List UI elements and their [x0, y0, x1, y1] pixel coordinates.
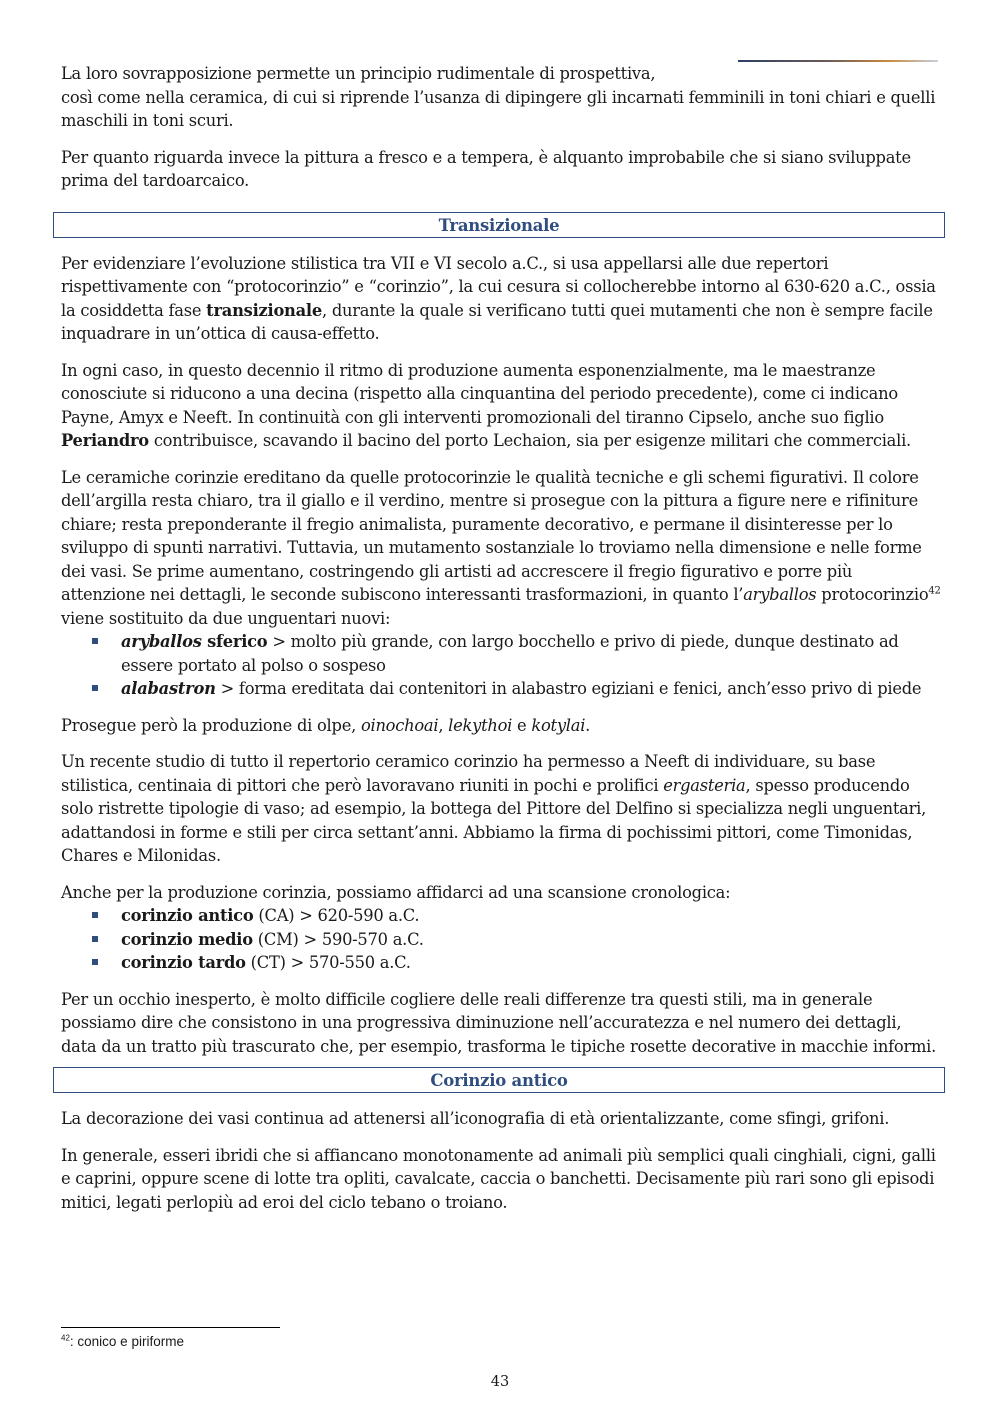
transizionale-paragraph-5: Un recente studio di tutto il repertorio ceramico corinzio ha permesso a Neeft di individuare, su base stilistica, centinaia di pittori che però lavoravano riuniti in pochi e prolifici ergasteria, spesso producendo solo ristrette tipologie di vaso; ad esempio, la bottega del Pittore del Delfino si specializza negli unguentari, adattandosi in forme e stili per circa settant’anni. Abbiamo la firma di pochissimi pittori, come Timonidas, Chares e Milonidas. [61, 752, 927, 865]
list-item: alabastron > forma ereditata dai contenitori in alabastro egiziani e fenici, anch’esso privo di piede [61, 677, 941, 701]
bullet-square-icon [92, 912, 98, 918]
footnote-reference: 42 [928, 585, 941, 597]
unguentari-list [61, 630, 941, 701]
intro-line-rest: così come nella ceramica, di cui si riprende l’usanza di dipingere gli incarnati femminili in toni chiari e quelli maschili in toni scuri. [61, 87, 936, 130]
footnote: $^{42}$: conico e piriforme [61, 1333, 184, 1349]
bullet-square-icon [92, 959, 98, 965]
bullet-square-icon [92, 638, 98, 644]
chronology-list [61, 904, 941, 975]
transizionale-paragraph-2: In ogni caso, in questo decennio il ritmo di produzione aumenta esponenzialmente, ma le maestranze conosciute si riducono a una decina (rispetto alla cinquantina del periodo precedente), come ci indicano Payne, Amyx e Neeft. In continuità con gli interventi promozionali del tiranno Cipselo, anche suo figlio Periandro contribuisce, scavando il bacino del porto Lechaion, sia per esigenze militari che commerciali. [61, 360, 911, 450]
bullet-square-icon [92, 936, 98, 942]
section-heading-corinzio-antico: Corinzio antico [53, 1067, 945, 1093]
transizionale-paragraph-4: Prosegue però la produzione di olpe, oinochoai, lekythoi e kotylai. [61, 715, 591, 735]
list-item: aryballos sferico > molto più grande, con largo bocchello e privo di piede, dunque destinato ad essere portato al polso o sospeso [61, 630, 941, 677]
transizionale-paragraph-1: Per evidenziare l’evoluzione stilistica tra VII e VI secolo a.C., si usa appellarsi alle due repertori rispettivamente con “protocorinzio” e “corinzio”, la cui cesura si collocherebbe intorno al 630-620 a.C., ossia la cosiddetta fase transizionale, durante la quale si verificano tutti quei mutamenti che non è sempre facile inquadrare in un’ottica di causa-effetto. [61, 253, 936, 343]
transizionale-paragraph-6: Anche per la produzione corinzia, possiamo affidarci ad una scansione cronologica: [61, 882, 731, 902]
section-heading-transizionale: Transizionale [53, 212, 945, 238]
footnote-separator [61, 1327, 280, 1328]
list-item: corinzio medio (CM) > 590-570 a.C. [61, 928, 941, 952]
corinzio-antico-paragraph-2: In generale, esseri ibridi che si affiancano monotonamente ad animali più semplici quali cinghiali, cigni, galli e caprini, oppure scene di lotte tra opliti, cavalcate, caccia o banchetti. Decisamente più rari sono gli episodi mitici, legati perlopiù ad eroi del ciclo tebano o troiano. [61, 1145, 936, 1212]
transizionale-paragraph-7: Per un occhio inesperto, è molto difficile cogliere delle reali differenze tra questi stili, ma in generale possiamo dire che consistono in una progressiva diminuzione nell’accuratezza e nel numero dei dettagli, data da un tratto più trascurato che, per esempio, trasforma le tipiche rosette decorative in macchie informi. [61, 989, 937, 1056]
list-item: corinzio tardo (CT) > 570-550 a.C. [61, 951, 941, 975]
intro-paragraph-2: Per quanto riguarda invece la pittura a fresco e a tempera, è alquanto improbabile che si siano sviluppate prima del tardoarcaico. [61, 147, 911, 190]
list-item: corinzio antico (CA) > 620-590 a.C. [61, 904, 941, 928]
intro-line-1: La loro sovrapposizione permette un principio rudimentale di prospettiva, [61, 64, 656, 83]
corinzio-antico-paragraph-1: La decorazione dei vasi continua ad attenersi all’iconografia di età orientalizzante, come sfingi, grifoni. [61, 1109, 890, 1128]
bullet-square-icon [92, 685, 98, 691]
page-content [61, 62, 941, 1227]
page-number: 43 [490, 1374, 510, 1390]
intro-paragraph-1 [61, 62, 941, 133]
bold-term: Periandro [61, 431, 149, 450]
bold-term: transizionale [206, 300, 322, 320]
transizionale-paragraph-3: Le ceramiche corinzie ereditano da quelle protocorinzie le qualità tecniche e gli schemi figurativi. Il colore dell’argilla resta chiaro, tra il giallo e il verdino, mentre si prosegue con la pittura a figure nere e rifiniture chiare; resta preponderante il fregio animalista, puramente decorativo, e permane il disinteresse per lo sviluppo di spunti narrativi. Tuttavia, un mutamento sostanziale lo troviamo nella dimensione e nelle forme dei vasi. Se prime aumentano, costringendo gli artisti ad accrescere il fregio figurativo e porre più attenzione nei dettagli, le seconde subiscono interessanti trasformazioni, in quanto l’aryballos protocorinzio$^{42}$ viene sostituito da due unguentari nuovi: [61, 467, 941, 628]
